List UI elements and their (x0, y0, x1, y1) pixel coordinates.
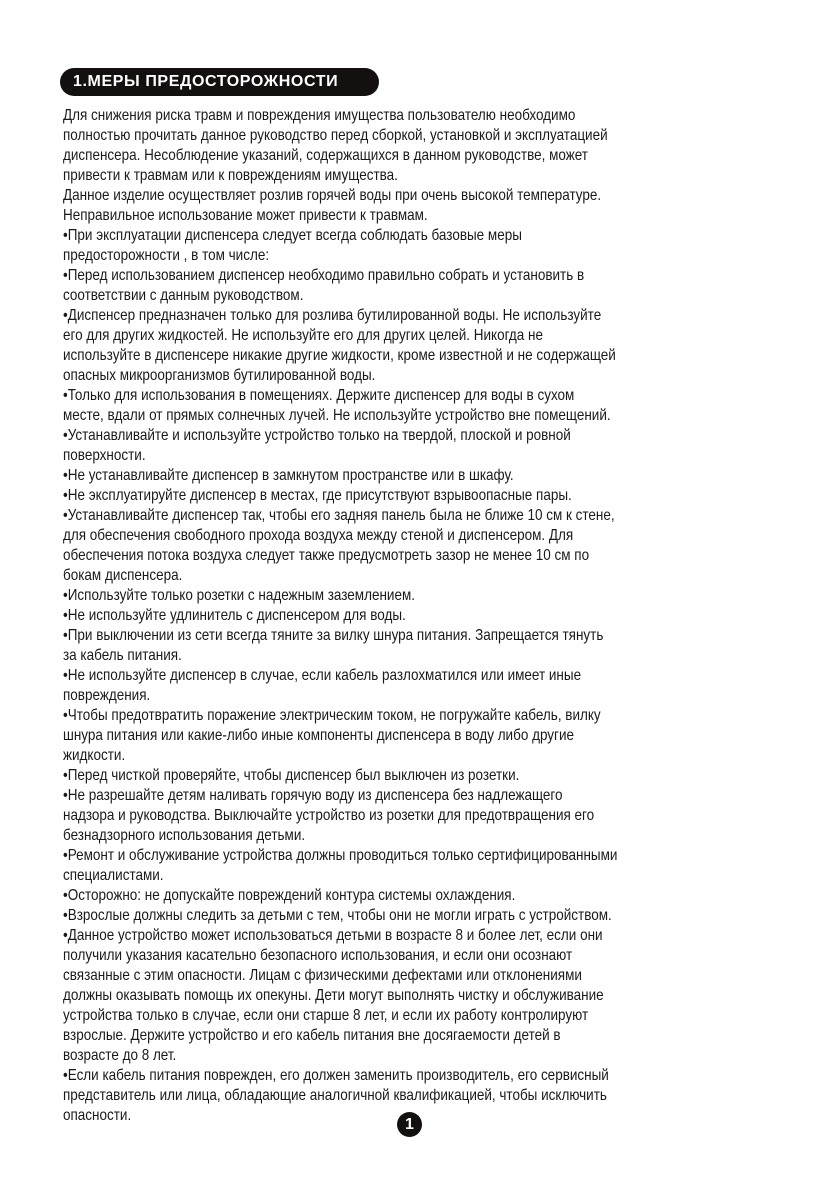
text-line: используйте в диспенсере никакие другие жидкости, кроме известной и не содержащей (63, 347, 616, 364)
text-line: •Взрослые должны следить за детьми с тем, чтобы они не могли играть с устройством. (63, 907, 612, 924)
text-line: •Не устанавливайте диспенсер в замкнутом пространстве или в шкафу. (63, 467, 514, 484)
text-line: Неправильное использование может привести к травмам. (63, 207, 428, 224)
text-line: безнадзорного использования детьми. (63, 827, 306, 844)
text-line: бокам диспенсера. (63, 567, 183, 584)
text-line: жидкости. (63, 747, 126, 764)
text-line: привести к травмам или к повреждениям имущества. (63, 167, 398, 184)
text-line: •Перед использованием диспенсер необходимо правильно собрать и установить в (63, 267, 585, 284)
text-line: •Если кабель питания поврежден, его должен заменить производитель, его сервисный (63, 1067, 609, 1084)
text-line: шнура питания или какие-либо иные компоненты диспенсера в воду либо другие (63, 727, 574, 744)
text-line: •Не используйте диспенсер в случае, если кабель разлохматился или имеет иные (63, 667, 582, 684)
text-line: •Ремонт и обслуживание устройства должны проводиться только сертифицированными (63, 847, 618, 864)
text-line: •Перед чисткой проверяйте, чтобы диспенсер был выключен из розетки. (63, 767, 520, 784)
text-line: для обеспечения свободного прохода воздуха между стеной и диспенсером. Для (63, 527, 574, 544)
text-line: надзора и руководства. Выключайте устройство из розетки для предотвращения его (63, 807, 595, 824)
page-number-badge (397, 1112, 422, 1137)
text-line: •Используйте только розетки с надежным заземлением. (63, 587, 415, 604)
text-line: взрослые. Держите устройство и его кабель питания вне досягаемости детей в (63, 1027, 561, 1044)
text-line: •Осторожно: не допускайте повреждений контура системы охлаждения. (63, 887, 516, 904)
text-line: •Устанавливайте диспенсер так, чтобы его задняя панель была не ближе 10 см к стене, (63, 507, 615, 524)
text-line: получили указания касательно безопасного использования, и если они осознают (63, 947, 573, 964)
page-number: 1 (405, 1115, 414, 1133)
text-line: полностью прочитать данное руководство перед сборкой, установкой и эксплуатацией (63, 127, 608, 144)
text-line: Данное изделие осуществляет розлив горячей воды при очень высокой температуре. (63, 187, 602, 204)
text-line: Для снижения риска травм и повреждения имущества пользователю необходимо (63, 107, 576, 124)
text-line: •Только для использования в помещениях. Держите диспенсер для воды в сухом (63, 387, 575, 404)
text-line: за кабель питания. (63, 647, 182, 664)
text-line: специалистами. (63, 867, 164, 884)
text-line: •Не используйте удлинитель с диспенсером для воды. (63, 607, 406, 624)
text-line: •При эксплуатации диспенсера следует всегда соблюдать базовые меры (63, 227, 522, 244)
text-line: месте, вдали от прямых солнечных лучей. Не используйте устройство вне помещений. (63, 407, 611, 424)
text-line: соответствии с данным руководством. (63, 287, 304, 304)
text-line: •При выключении из сети всегда тяните за вилку шнура питания. Запрещается тянуть (63, 627, 604, 644)
text-line: •Чтобы предотвратить поражение электрическим током, не погружайте кабель, вилку (63, 707, 601, 724)
text-line: поверхности. (63, 447, 146, 464)
text-line: диспенсера. Несоблюдение указаний, содержащихся в данном руководстве, может (63, 147, 588, 164)
text-line: •Устанавливайте и используйте устройство только на твердой, плоской и ровной (63, 427, 571, 444)
text-line: •Не эксплуатируйте диспенсер в местах, где присутствуют взрывоопасные пары. (63, 487, 572, 504)
text-line: обеспечения потока воздуха следует также предусмотреть зазор не менее 10 см по (63, 547, 590, 564)
text-line: представитель или лица, обладающие аналогичной квалификацией, чтобы исключить (63, 1087, 607, 1104)
text-line: •Диспенсер предназначен только для розлива бутилированной воды. Не используйте (63, 307, 602, 324)
text-line: опасности. (63, 1107, 132, 1124)
text-line: должны оказывать помощь их опекуны. Дети могут выполнять чистку и обслуживание (63, 987, 604, 1004)
section-header (60, 68, 379, 96)
text-line: •Данное устройство может использоваться детьми в возрасте 8 и более лет, если они (63, 927, 603, 944)
text-line: связанные с этим опасности. Лицам с физическими дефектами или отклонениями (63, 967, 582, 984)
precautions-body (63, 106, 755, 1126)
text-line: повреждения. (63, 687, 151, 704)
text-line: его для других жидкостей. Не используйте его для других целей. Никогда не (63, 327, 543, 344)
text-line: возрасте до 8 лет. (63, 1047, 177, 1064)
text-line: опасных микроорганизмов бутилированной воды. (63, 367, 376, 384)
text-line: предосторожности , в том числе: (63, 247, 270, 264)
text-line: устройства только в случае, если они старше 8 лет, и если их работу контролируют (63, 1007, 589, 1024)
text-line: •Не разрешайте детям наливать горячую воду из диспенсера без надлежащего (63, 787, 563, 804)
section-title: 1.МЕРЫ ПРЕДОСТОРОЖНОСТИ (73, 73, 339, 90)
